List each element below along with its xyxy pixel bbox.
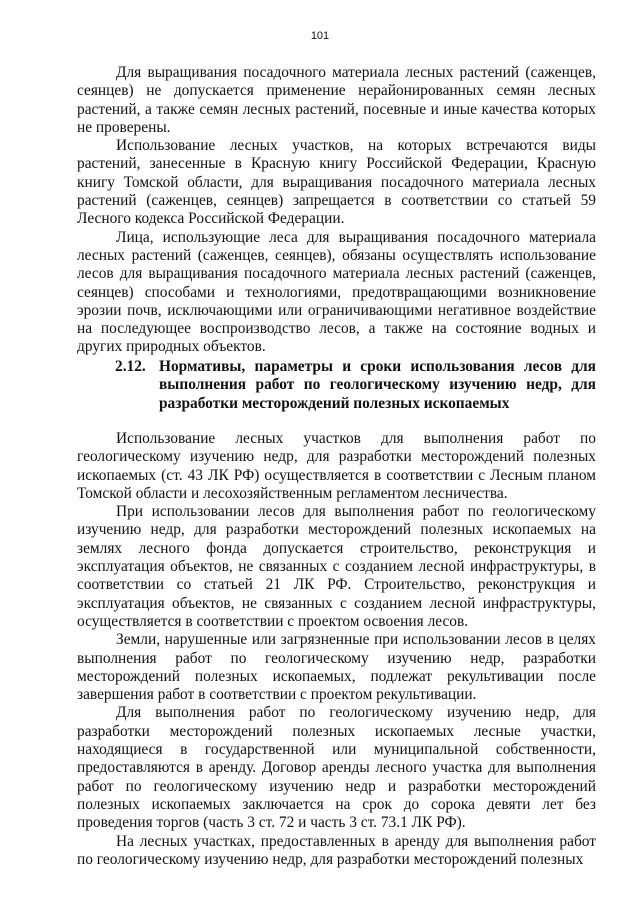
- paragraph-geological-use: Использование лесных участков для выполнения работ по геологическому изучению недр, для разработки месторождений полезных ископаемых (ст. 43 ЛК РФ) осуществляется в соответствии с Лесным планом Томской области и лесохозяйственным регламентом лесничества.: [77, 430, 596, 502]
- paragraph-seedling-restrictions: Для выращивания посадочного материала лесных растений (саженцев, сеянцев) не допускается применение нерайонированных семян лесных растений, а также семян лесных растений, посевные и иные качества которых не проверены.: [77, 64, 596, 136]
- paragraph-construction-allowed: При использовании лесов для выполнения работ по геологическому изучению недр, для разработки месторождений полезных ископаемых на землях лесного фонда допускается строительство, реконструкция и эксплуатация объектов, не связанных с созданием лесной инфраструктуры, в соответствии со статьей 21 ЛК РФ. Строительство, реконструкция и эксплуатация объектов, не связанных с созданием лесной инфраструктуры, осуществляется в соответствии с проектом освоения лесов.: [77, 503, 596, 630]
- page-number: 101: [310, 30, 330, 42]
- section-number: 2.12.: [115, 358, 146, 375]
- section-title: Нормативы, параметры и сроки использования лесов для выполнения работ по геологическому изучению недр, для разработки месторождений полезных ископаемых: [159, 358, 596, 412]
- paragraph-leased-plots: На лесных участках, предоставленных в аренду для выполнения работ по геологическому изучению недр, для разработки месторождений полезных: [77, 832, 596, 868]
- paragraph-lease-terms: Для выполнения работ по геологическому изучению недр, для разработки месторождений полезных ископаемых лесные участки, находящиеся в государственной или муниципальной собственности, предоставляются в аренду. Договор аренды лесного участка для выполнения работ по геологическому изучению недр и разработки месторождений полезных ископаемых заключается на срок до сорока девяти лет без проведения торгов (часть 3 ст. 72 и часть 3 ст. 73.1 ЛК РФ).: [77, 704, 596, 832]
- text-block-bottom: [77, 430, 596, 869]
- paragraph-user-obligations: Лица, использующие леса для выращивания посадочного материала лесных растений (саженцев, сеянцев), обязаны осуществлять использование лесов для выращивания посадочного материала лесных растений (саженцев, сеянцев) способами и технологиями, предотвращающими возникновение эрозии почв, исключающими или ограничивающими негативное воздействие на последующее воспроизводство лесов, а также на состояние водных и других природных объектов.: [77, 228, 596, 356]
- text-block-top: [77, 64, 596, 357]
- paragraph-land-reclamation: Земли, нарушенные или загрязненные при использовании лесов в целях выполнения работ по геологическому изучению недр, разработки месторождений полезных ископаемых, подлежат рекультивации после завершения работ в соответствии с проектом рекультивации.: [77, 631, 596, 704]
- paragraph-red-book-species: Использование лесных участков, на которых встречаются виды растений, занесенные в Красную книгу Российской Федерации, Красную книгу Томской области, для выращивания посадочного материала лесных растений (саженцев, сеянцев) запрещается в соответствии со статьей 59 Лесного кодекса Российской Федерации.: [77, 137, 596, 228]
- section-heading: [77, 358, 596, 413]
